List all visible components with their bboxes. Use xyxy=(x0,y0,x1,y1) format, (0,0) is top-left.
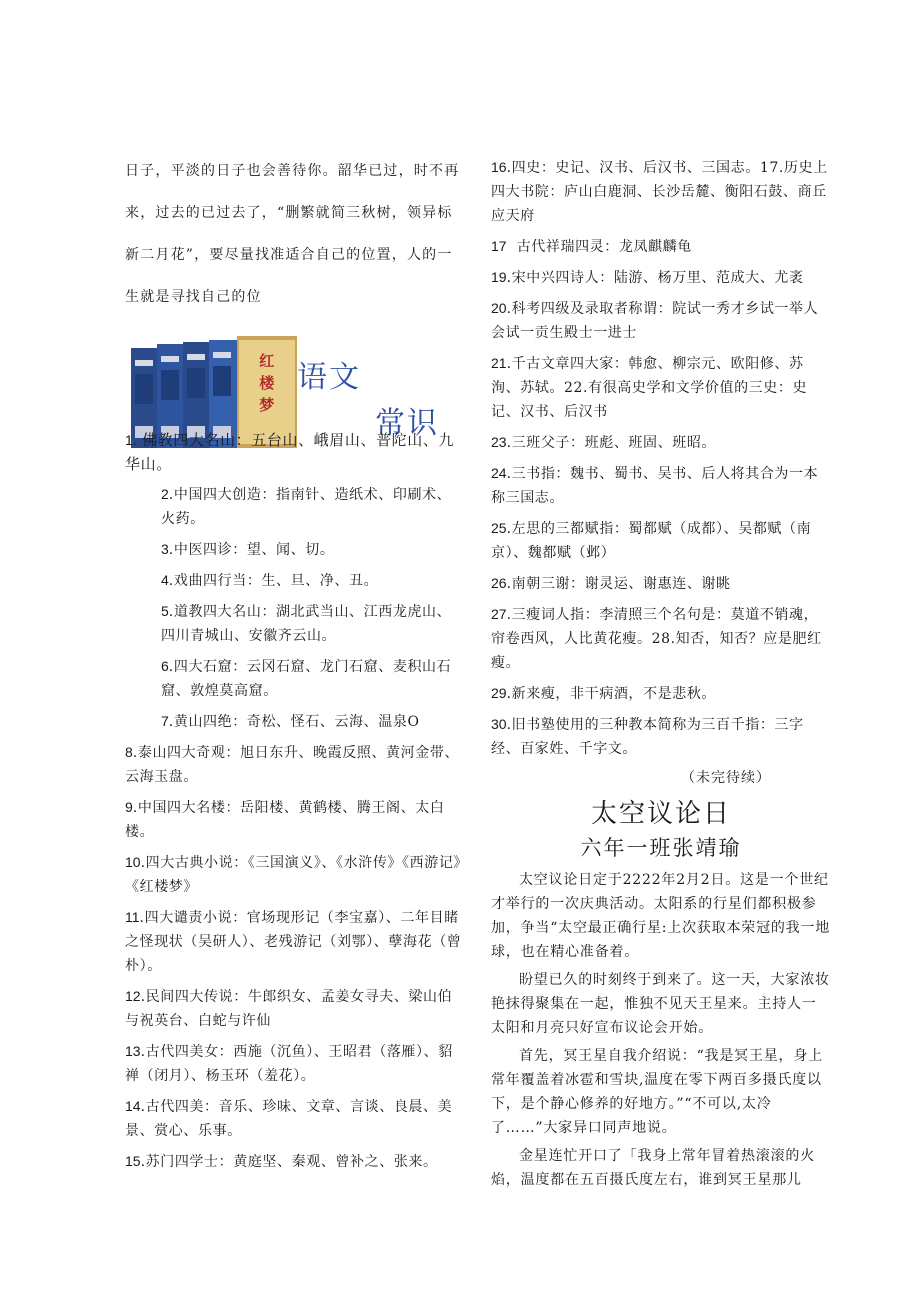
list-item xyxy=(125,850,465,899)
item-text: .千古文章四大家：韩愈、柳宗元、欧阳修、苏洵、苏轼。22.有很高史学和文学价值的三史：史记、汉书、后汉书 xyxy=(491,356,808,420)
essay-paragraph: 金星连忙开口了「我身上常年冒着热滚滚的火焰，温度都在五百摄氏度左右，谁到冥王星那儿 xyxy=(491,1148,815,1188)
item-number: 16 xyxy=(491,159,507,175)
item-number: 29 xyxy=(491,685,507,701)
list-item xyxy=(491,571,831,596)
item-number: 24 xyxy=(491,465,507,481)
item-number: 25 xyxy=(491,520,507,536)
item-number: 7 xyxy=(161,713,169,729)
list-item xyxy=(491,516,831,565)
intro-line: 日子，平淡的日子也会善待你。韶华已过，时不再 xyxy=(125,163,460,179)
item-number: 15 xyxy=(125,1153,141,1169)
item-text: .黄山四绝：奇松、怪石、云海、温泉O xyxy=(168,714,420,730)
item-text: .新来瘦，非干病酒，不是悲秋。 xyxy=(506,686,717,702)
item-text: .南朝三谢：谢灵运、谢惠连、谢眺 xyxy=(506,576,731,592)
item-text: .苏门四学士：黄庭坚、秦观、曾补之、张来。 xyxy=(140,1154,438,1170)
item-text: .民间四大传说：牛郎织女、孟姜女寻夫、梁山伯与祝英台、白蛇与许仙 xyxy=(125,989,453,1029)
list-item xyxy=(491,234,831,259)
item-text: .古代四美：音乐、珍味、文章、言谈、良晨、美景、赏心、乐事。 xyxy=(125,1099,453,1139)
essay-title: 太空议论日 xyxy=(590,799,731,829)
list-item xyxy=(125,905,465,978)
list-item xyxy=(125,984,465,1033)
intro-line: 来，过去的已过去了，“删繁就简三秋树，领异标 xyxy=(125,205,453,221)
list-item xyxy=(491,155,831,228)
banner-title-line2: 常识 xyxy=(375,406,439,441)
item-number: 5 xyxy=(161,603,169,619)
list-item xyxy=(125,1149,465,1174)
list-item xyxy=(125,654,465,703)
intro-line: 生就是寻找自己的位 xyxy=(125,289,262,305)
item-number: 6 xyxy=(161,658,169,674)
list-item xyxy=(491,712,831,761)
item-text: .四大谴责小说：官场现形记（李宝嘉）、二年目睹之怪现状（吴研人）、老残游记（刘鄂）、孽海花（曾朴）。 xyxy=(125,910,462,974)
banner-title-line1: 语文 xyxy=(297,360,361,395)
item-text: .旧书塾使用的三种教本简称为三百千指：三字经、百家姓、千字文。 xyxy=(491,717,804,757)
item-number: 8 xyxy=(125,744,133,760)
item-number: 14 xyxy=(125,1098,141,1114)
right-column xyxy=(491,155,831,1196)
list-item xyxy=(125,428,465,476)
item-text: .泰山四大奇观：旭日东升、晚霞反照、黄河金带、云海玉盘。 xyxy=(125,745,460,785)
item-text: 古代祥瑞四灵：龙凤麒麟龟 xyxy=(516,239,692,255)
list-item xyxy=(491,296,831,345)
item-text: .四大石窟：云冈石窟、龙门石窟、麦积山石窟、敦煌莫高窟。 xyxy=(161,659,452,699)
item-number: 20 xyxy=(491,300,507,316)
item-text: .三书指：魏书、蜀书、吴书、后人将其合为一本称三国志。 xyxy=(491,466,819,506)
item-text: .宋中兴四诗人：陆游、杨万里、范成大、尤袤 xyxy=(506,270,804,286)
list-item xyxy=(125,568,465,593)
item-text: .左思的三都赋指：蜀都赋（成都）、吴都赋（南京）、魏都赋（邺） xyxy=(491,521,812,561)
list-item xyxy=(125,1039,465,1088)
item-text: .中医四诊：望、闻、切。 xyxy=(168,542,335,558)
list-item xyxy=(491,461,831,510)
item-number: 19 xyxy=(491,269,507,285)
item-text: .四大古典小说：《三国演义》、《水浒传》《西游记》《红楼梦》 xyxy=(125,855,462,895)
item-number: 10 xyxy=(125,854,141,870)
list-item xyxy=(125,537,465,562)
svg-text:红: 红 xyxy=(259,352,275,370)
list-item xyxy=(125,709,465,734)
list-item xyxy=(491,351,831,424)
item-text: .三班父子：班彪、班固、班昭。 xyxy=(506,435,717,451)
item-number: 26 xyxy=(491,575,507,591)
item-text: .中国四大创造：指南针、造纸术、印刷术、火药。 xyxy=(161,487,452,527)
list-item xyxy=(491,602,831,675)
item-number: 12 xyxy=(125,988,141,1004)
item-number: 13 xyxy=(125,1043,141,1059)
essay-paragraph: 盼望已久的时刻终于到来了。这一天，大家浓妆艳抹得聚集在一起，惟独不见天王星来。主持人一太阳和月亮只好宣布议论会开始。 xyxy=(491,972,830,1036)
list-item xyxy=(125,795,465,844)
item-number: 2 xyxy=(161,486,169,502)
item-number: 4 xyxy=(161,572,169,588)
list-item xyxy=(125,1094,465,1143)
list-item xyxy=(491,430,831,455)
list-item xyxy=(125,482,465,531)
item-number: 30 xyxy=(491,716,507,732)
left-column xyxy=(125,162,465,1180)
essay-paragraph: 首先，冥王星自我介绍说：“我是冥王星，身上常年覆盖着冰雹和雪块,温度在零下两百多摄氏度以下，是个静心修养的好地方。”“不可以,太冷了……”大家异口同声地说。 xyxy=(491,1048,823,1136)
svg-text:楼: 楼 xyxy=(259,374,275,392)
item-number: 9 xyxy=(125,799,133,815)
item-text: .三瘦词人指：李清照三个名句是：莫道不销魂，帘卷西风，人比黄花瘦。28.知否，知否？应是肥红瘦。 xyxy=(491,607,822,671)
svg-text:梦: 梦 xyxy=(259,396,275,414)
to-be-continued: （未完待续） xyxy=(681,770,771,786)
list-item xyxy=(491,681,831,706)
item-number: 3 xyxy=(161,541,169,557)
item-text: .四史：史记、汉书、后汉书、三国志。17.历史上四大书院：庐山白鹿洞、长沙岳麓、衡阳石鼓、商丘应天府 xyxy=(491,160,828,224)
list-item xyxy=(125,599,465,648)
item-text: .道教四大名山：湖北武当山、江西龙虎山、四川青城山、安徽齐云山。 xyxy=(161,604,452,644)
list-item xyxy=(125,740,465,789)
item-number: 11 xyxy=(125,909,140,925)
item-text: .中国四大名楼：岳阳楼、黄鹤楼、腾王阁、太白楼。 xyxy=(125,800,445,840)
item-text: .古代四美女：西施（沉鱼）、王昭君（落雁）、貂禅（闭月）、杨玉环（羞花）。 xyxy=(125,1044,453,1084)
item-number: 1. xyxy=(125,432,137,448)
list-item xyxy=(491,265,831,290)
item-number: 17 xyxy=(491,238,507,254)
essay-author: 六年一班张靖瑜 xyxy=(580,836,742,860)
item-text: .戏曲四行当：生、旦、净、丑。 xyxy=(168,573,379,589)
intro-text xyxy=(125,162,465,307)
item-number: 27 xyxy=(491,606,507,622)
essay-paragraph: 太空议论日定于2222年2月2日。这是一个世纪才举行的一次庆典活动。太阳系的行星们都积极参加，争当“太空最正确行星:上次获取本荣冠的我一地球，也在精心准备着。 xyxy=(491,872,831,960)
intro-line: 新二月花”，要尽量找准适合自己的位置，人的一 xyxy=(125,247,453,263)
item-text: .科考四级及录取者称谓：院试一秀才乡试一举人会试一贡生殿士一进士 xyxy=(491,301,819,341)
item-number: 21 xyxy=(491,355,507,371)
item-text: 佛教四大名山：五台山、峨眉山、普陀山、九华山。 xyxy=(125,431,455,473)
item-number: 23 xyxy=(491,434,507,450)
